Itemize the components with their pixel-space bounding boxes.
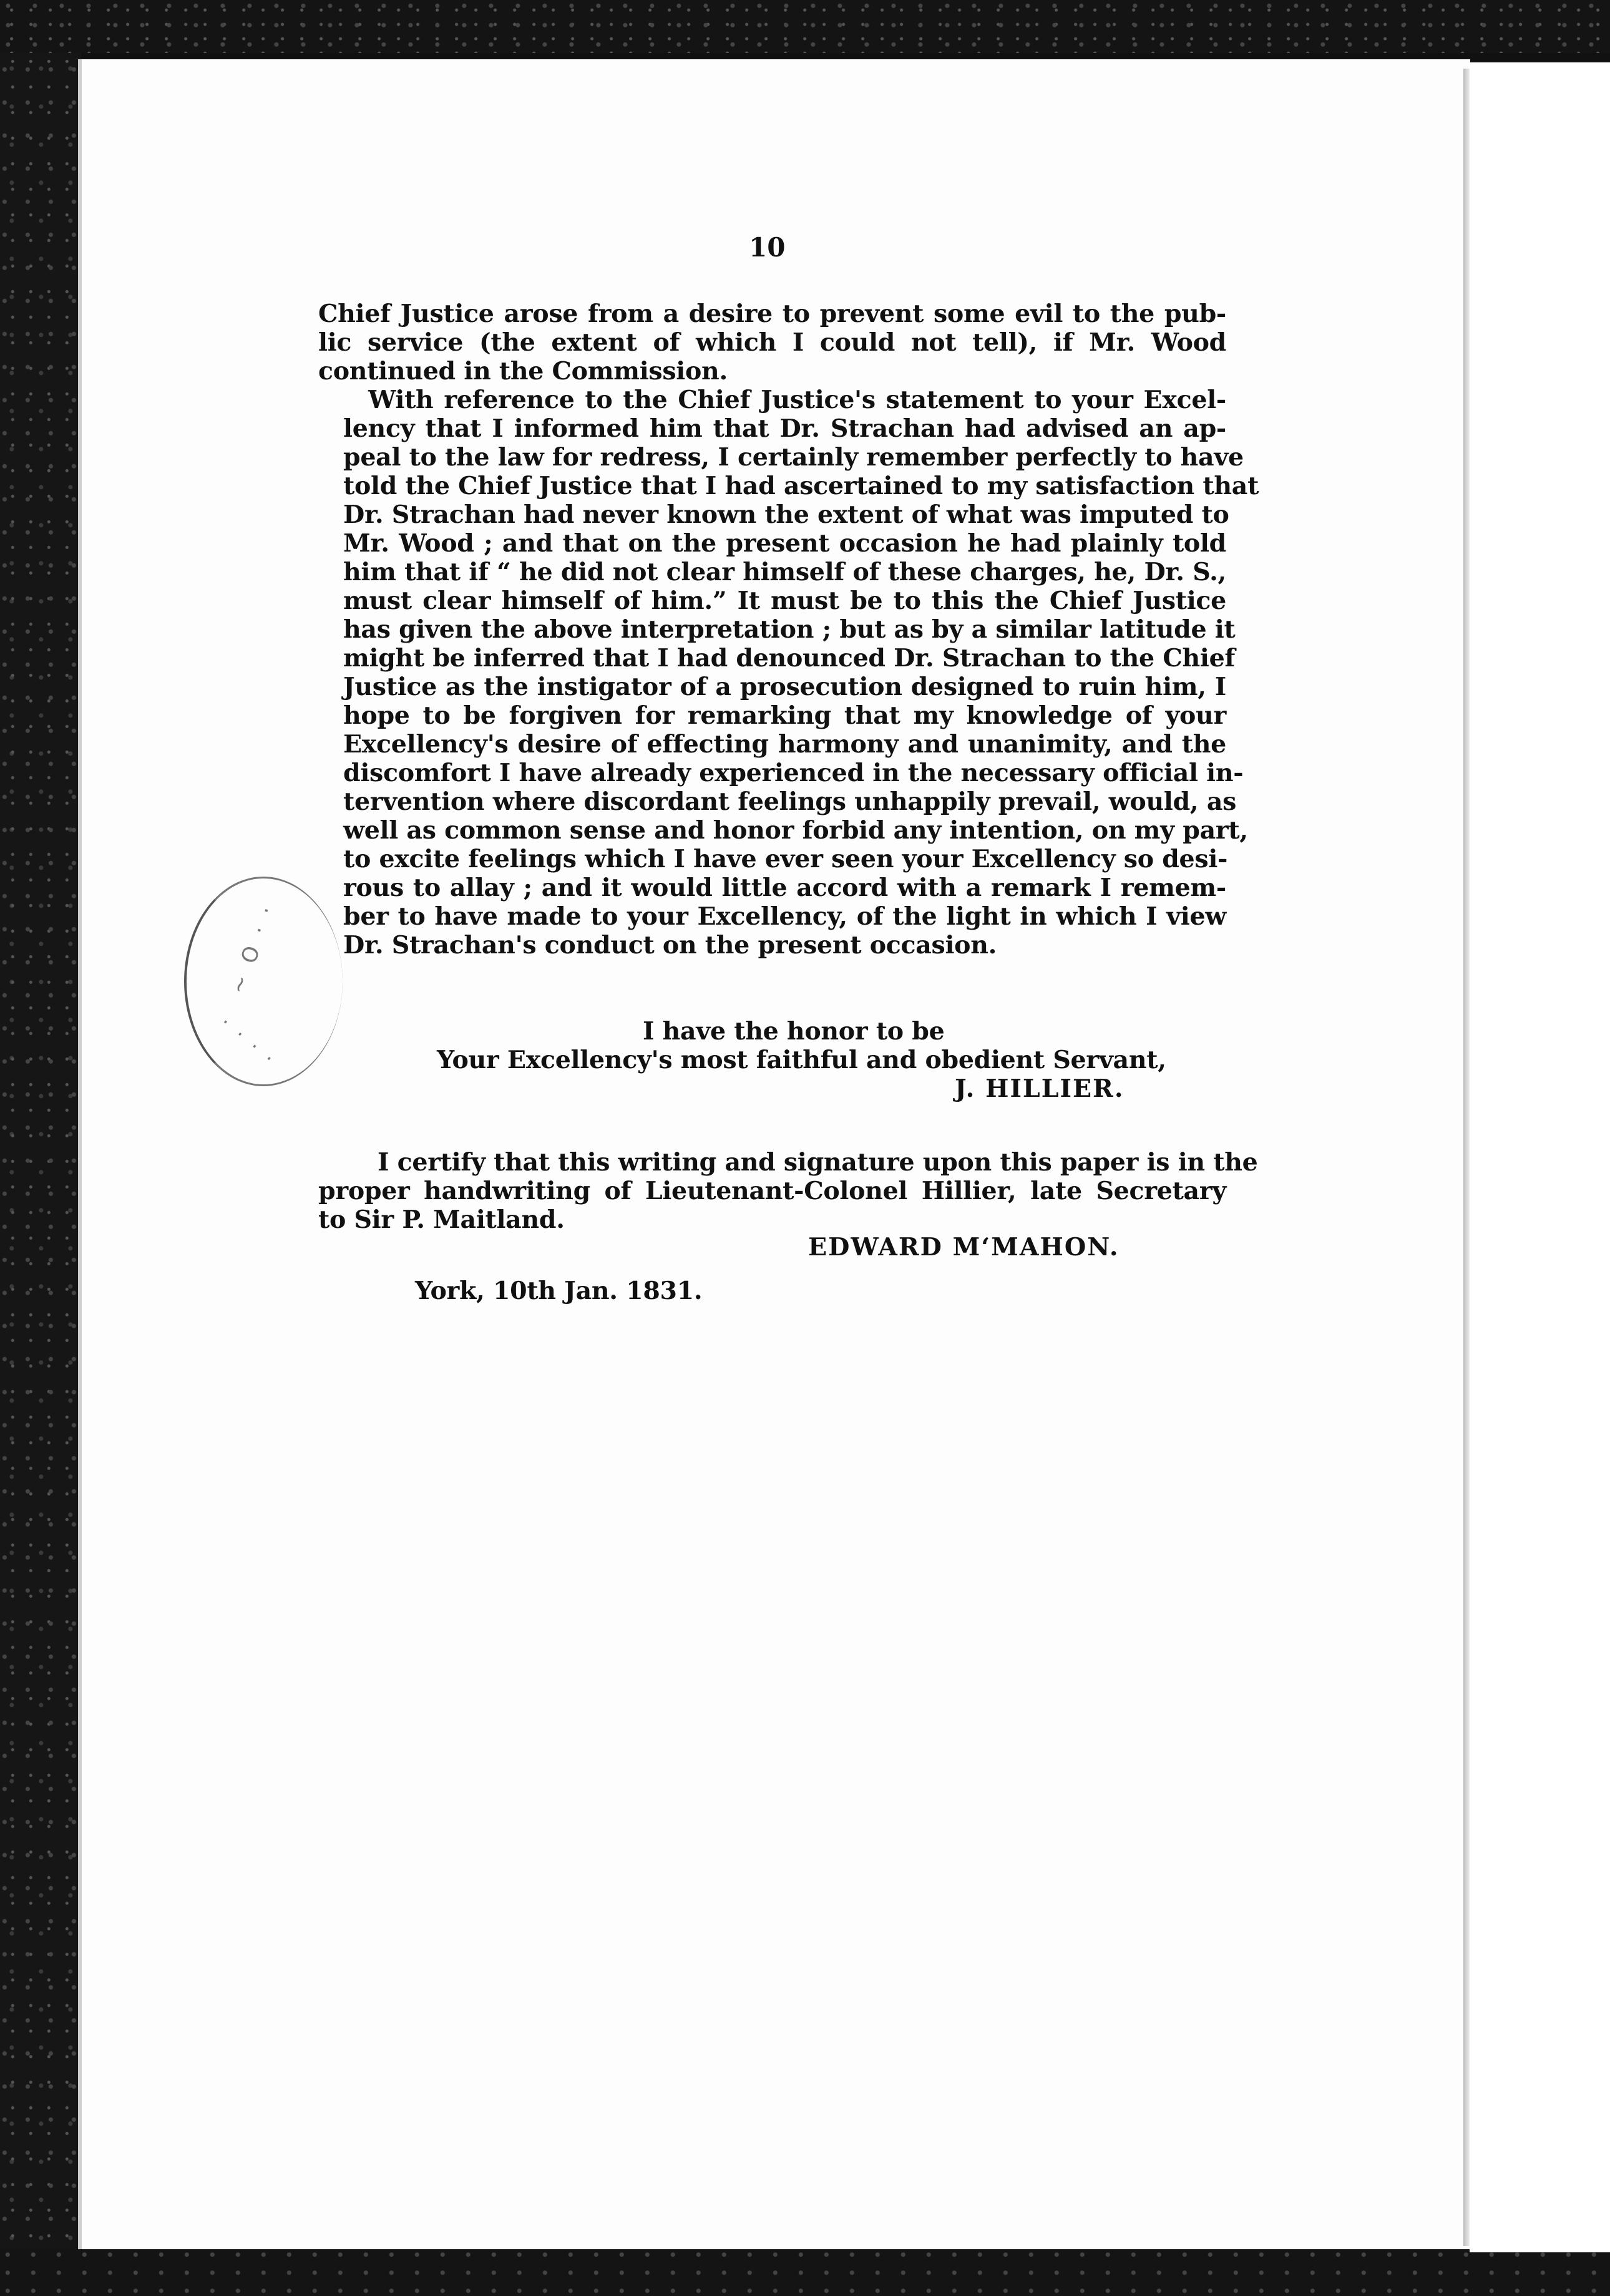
text-line: ber to have made to your Excellency, of the light in which I view xyxy=(343,902,1226,931)
text-line: Excellency's desire of effecting harmony and unanimity, and the xyxy=(343,730,1226,759)
servant-line: Your Excellency's most faithful and obedient Servant, xyxy=(437,1046,1166,1074)
scan-border-bottom xyxy=(0,2249,1610,2296)
scan-border-top xyxy=(0,0,1610,53)
page-edge xyxy=(1463,69,1470,2246)
text-line: Justice as the instigator of a prosecution designed to ruin him, I xyxy=(343,673,1226,701)
letter-body xyxy=(318,299,1259,960)
text-line: continued in the Commission. xyxy=(318,357,728,386)
text-line: to Sir P. Maitland. xyxy=(318,1205,565,1234)
text-line: Mr. Wood ; and that on the present occasion he had plainly told xyxy=(343,529,1226,558)
date-line: York, 10th Jan. 1831. xyxy=(415,1277,703,1305)
paragraph-1 xyxy=(318,299,1226,386)
text-line: rous to allay ; and it would little accord with a remark I remem- xyxy=(343,873,1226,902)
text-line: to excite feelings which I have ever seen your Excellency so desi- xyxy=(343,845,1228,873)
text-line: hope to be forgiven for remarking that my knowledge of your xyxy=(343,701,1226,730)
text-line: must clear himself of him.” It must be to this the Chief Justice xyxy=(343,586,1226,615)
library-stamp-mark: ~ O · · xyxy=(225,900,281,997)
closing-line: I have the honor to be xyxy=(643,1017,945,1046)
certification-paragraph xyxy=(318,1148,1258,1234)
text-line: Dr. Strachan's conduct on the present occasion. xyxy=(343,931,997,960)
text-line: discomfort I have already experienced in the necessary official in- xyxy=(343,759,1244,787)
text-line: I certify that this writing and signature upon this paper is in the xyxy=(378,1148,1258,1177)
text-line: lency that I informed him that Dr. Strachan had advised an ap- xyxy=(343,414,1226,443)
signature: J. HILLIER. xyxy=(955,1074,1125,1103)
text-line: peal to the law for redress, I certainly remember perfectly to have xyxy=(343,443,1244,472)
page-number: 10 xyxy=(749,232,786,263)
text-line: lic service (the extent of which I could not tell), if Mr. Wood xyxy=(318,328,1226,357)
text-line: him that if “ he did not clear himself of these charges, he, Dr. S., xyxy=(343,558,1226,586)
paragraph-2 xyxy=(318,386,1259,960)
text-line: With reference to the Chief Justice's statement to your Excel- xyxy=(368,386,1226,414)
facing-page xyxy=(1470,62,1610,2252)
library-stamp-mark-2: · · · · xyxy=(215,1011,281,1072)
text-line: Chief Justice arose from a desire to prevent some evil to the pub- xyxy=(318,299,1226,328)
scan-border-left xyxy=(0,0,81,2296)
text-line: has given the above interpretation ; but as by a similar latitude it xyxy=(343,615,1236,644)
text-line: might be inferred that I had denounced Dr. Strachan to the Chief xyxy=(343,644,1236,673)
text-line: proper handwriting of Lieutenant-Colonel Hillier, late Secretary xyxy=(318,1177,1226,1205)
text-line: told the Chief Justice that I had ascertained to my satisfaction that xyxy=(343,472,1259,500)
certification xyxy=(318,1148,1258,1234)
text-line: tervention where discordant feelings unhappily prevail, would, as xyxy=(343,787,1237,816)
text-line: well as common sense and honor forbid any intention, on my part, xyxy=(343,816,1248,845)
text-line: Dr. Strachan had never known the extent of what was imputed to xyxy=(343,500,1229,529)
certifier-name: EDWARD M‘MAHON. xyxy=(808,1233,1120,1262)
